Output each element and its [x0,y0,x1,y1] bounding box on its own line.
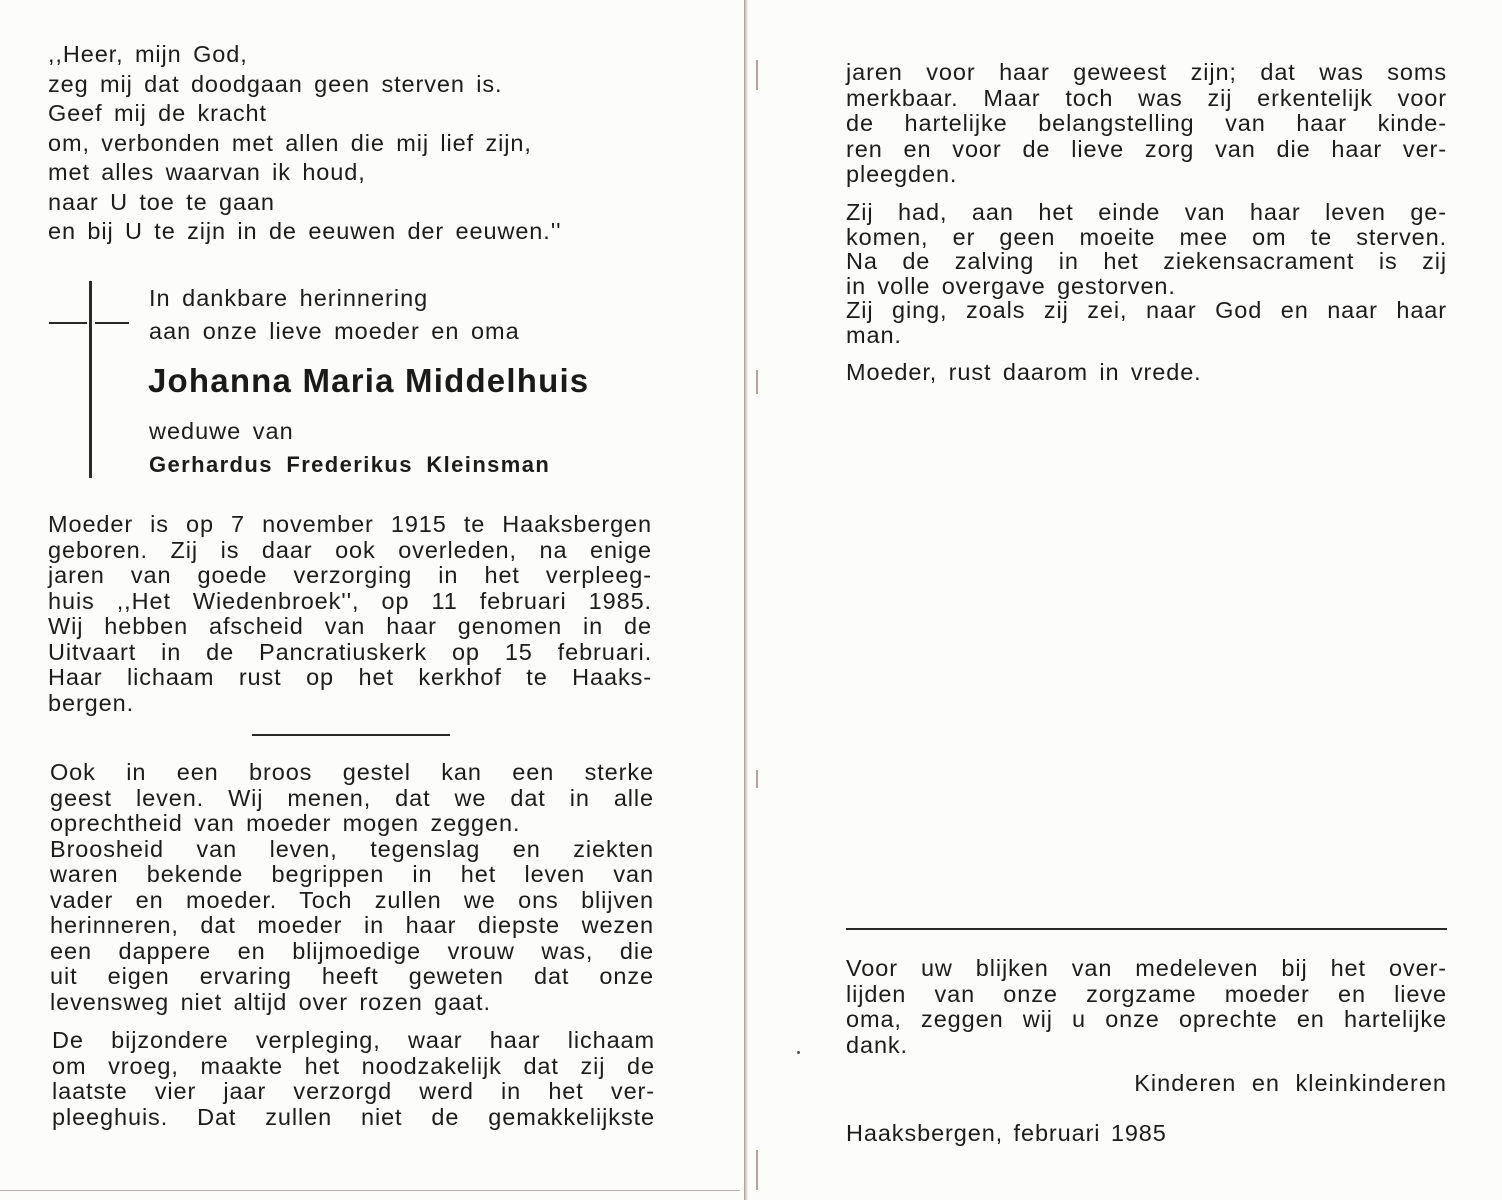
biography [48,512,652,716]
continuation-paragraph [846,60,1447,188]
poem-line: ,,Heer, mijn God, [48,41,248,67]
poem [48,40,561,247]
poem-line: naar U toe te gaan [48,188,275,215]
reflection-paragraph-2 [52,1028,655,1130]
biography-line: Wij hebben afscheid van haar genomen in de [48,613,652,639]
biography-line: jaren van goede verzorging in het verpleeg- [48,562,652,588]
passing-line: komen, er geen moeite mee om te sterven. [846,223,1447,250]
passing-line: Zij had, aan het einde van haar leven ge- [846,199,1447,225]
cross-icon-arm [95,322,129,324]
biography-line: Uitvaart in de Pancratiuskerk op 15 februari. [48,638,652,665]
poem-line: om, verbonden met allen die mij lief zijn, [48,129,532,156]
passing-line: man. [846,321,902,348]
reflection-line: een dappere en blijmoedige vrouw was, die [50,937,654,964]
reflection-line: laatste vier jaar verzorgd werd in het ver- [52,1078,655,1104]
reflection-line: waren bekende begrippen in het leven van [50,861,654,887]
reflection-line: Ook in een broos gestel kan een sterke [50,759,654,785]
widow-of-label: weduwe van [149,418,294,444]
biography-line: huis ,,Het Wiedenbroek'', op 11 februari 1985. [48,587,652,614]
biography-line: Haar lichaam rust op het kerkhof te Haaks- [48,664,652,690]
poem-line: Geef mij de kracht [48,100,267,126]
spouse-name: Gerhardus Frederikus Kleinsman [149,452,551,477]
reflection-line: pleeghuis. Dat zullen niet de gemakkelijkste [52,1103,655,1130]
reflection-paragraph-1 [50,760,654,1015]
biography-line: geboren. Zij is daar ook overleden, na enige [48,536,652,563]
reflection-line: uit eigen ervaring heeft geweten dat onze [50,963,654,989]
fold-mark [756,1150,758,1190]
poem-line: en bij U te zijn in de eeuwen der eeuwen.'' [48,218,562,244]
scan-edge [0,1190,740,1191]
fold-mark [756,370,758,394]
place-date: Haaksbergen, februari 1985 [846,1120,1167,1146]
poem-line: met alles waarvan ik houd, [48,159,366,185]
thanks-paragraph [846,956,1447,1058]
cross-icon-arm [49,322,87,324]
passing-line: Zij ging, zoals zij zei, naar God en naar haar [846,297,1447,323]
cross-icon [89,281,92,478]
passing-paragraph [846,200,1447,347]
passing-line: Na de zalving in het ziekensacrament is zij [846,248,1447,274]
memorial-line-1: In dankbare herinnering [149,285,429,311]
thanks-divider [846,928,1447,930]
speck [797,1051,800,1054]
deceased-name: Johanna Maria Middelhuis [148,362,590,399]
reflection-line: vader en moeder. Toch zullen we ons blijven [50,886,654,913]
passing-line: in volle overgave gestorven. [846,272,1176,299]
fold-mark [756,60,758,90]
card-fold [744,0,748,1200]
thanks-line: oma, zeggen wij u onze oprechte en hartelijke [846,1006,1447,1032]
continuation-line: jaren voor haar geweest zijn; dat was soms [846,59,1447,85]
continuation-line: de hartelijke belangstelling van haar kinde- [846,110,1447,136]
fold-mark [756,770,758,788]
reflection-line: levensweg niet altijd over rozen gaat. [50,988,491,1015]
section-divider [252,734,450,736]
continuation-line: pleegden. [846,161,958,187]
thanks-line: Voor uw blijken van medeleven bij het over- [846,955,1447,981]
continuation-line: ren en voor de lieve zorg van die haar ver- [846,135,1447,162]
reflection-line: geest leven. Wij menen, dat we dat in alle [50,784,654,811]
thanks-line: dank. [846,1031,908,1058]
signature: Kinderen en kleinkinderen [1134,1070,1447,1096]
biography-line: Moeder is op 7 november 1915 te Haaksbergen [48,511,652,537]
reflection-line: De bijzondere verpleging, waar haar lichaam [52,1027,655,1053]
closing-text: Moeder, rust daarom in vrede. [846,359,1202,385]
reflection-line: oprechtheid van moeder mogen zeggen. [50,810,521,836]
poem-line: zeg mij dat doodgaan geen sterven is. [48,70,503,97]
memorial-line-2: aan onze lieve moeder en oma [149,318,520,344]
reflection-line: Broosheid van leven, tegenslag en ziekten [50,835,654,862]
reflection-line: herinneren, dat moeder in haar diepste wezen [50,912,654,938]
closing-line [846,358,1202,388]
continuation-line: merkbaar. Maar toch was zij erkentelijk voor [846,84,1447,111]
reflection-line: om vroeg, maakte het noodzakelijk dat zij de [52,1052,655,1079]
biography-line: bergen. [48,689,135,716]
thanks-line: lijden van onze zorgzame moeder en lieve [846,980,1447,1007]
